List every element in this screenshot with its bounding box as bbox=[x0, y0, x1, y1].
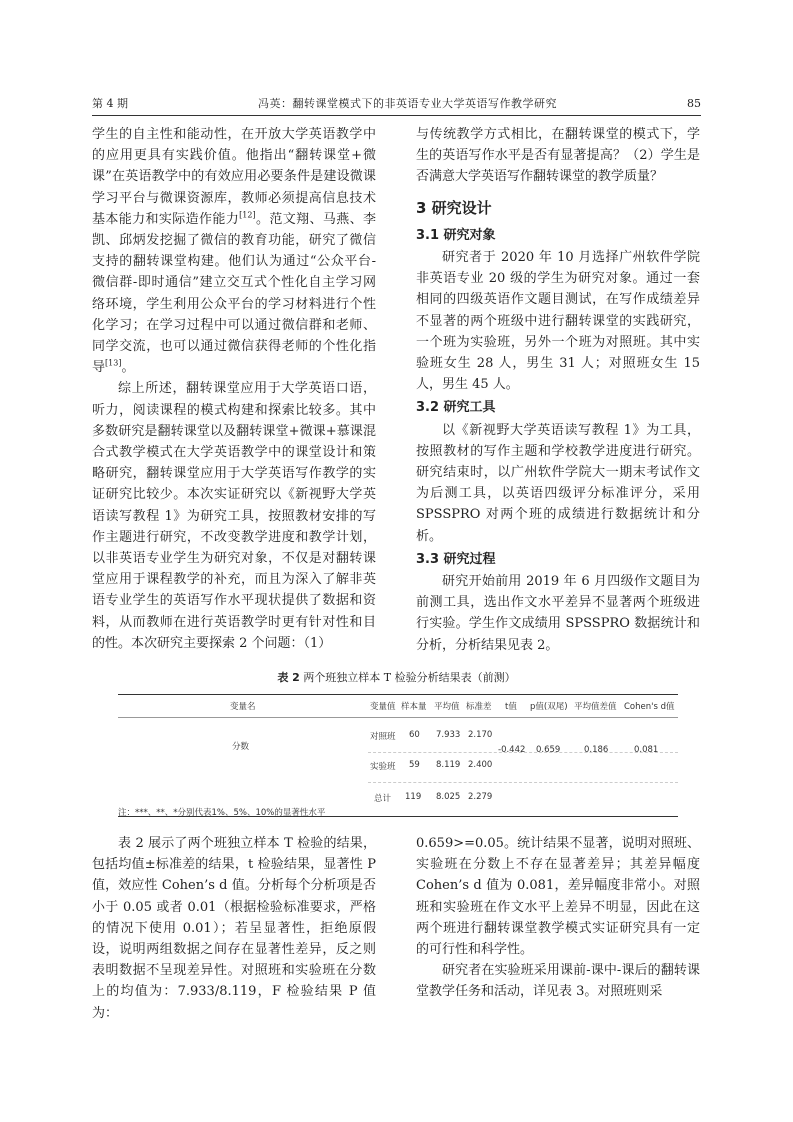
table-header-cell: 变量名 bbox=[230, 702, 256, 712]
group-cell: 总计 bbox=[374, 794, 392, 804]
citation: [12] bbox=[239, 210, 256, 220]
running-header bbox=[92, 94, 701, 116]
subsection-heading: 3.2 研究工具 bbox=[416, 400, 496, 416]
paragraph: 综上所述，翻转课堂应用于大学英语口语，听力，阅读课程的模式构建和探索比较多。其中多数研究是翻转课堂以及翻转课堂+微课+慕课混合式教学模式在大学英语教学中的课堂设计和策略研究，翻转课堂应用于大学英语写作教学的实证研究比较少。本次实证研究以《新视野大学英语读写教程 1》为研究工具，按照教材安排的写作主题进行研究，不改变教学进度和教学计划，以非英语专业学生为研究对象，不仅是对翻转课堂应用于课程教学的补充，而且为深入了解非英语专业学生的英语写作水平现状提供了数据和资料，从而教师在进行英语教学时更有针对性和目的性。本次研究主要探索 2 个问题：（1） bbox=[92, 381, 376, 651]
page-number: 85 bbox=[687, 96, 701, 110]
group-cell: 对照班 bbox=[370, 732, 396, 742]
n-cell: 60 bbox=[409, 730, 420, 740]
table-header-cell: t值 bbox=[505, 702, 517, 712]
subsection-heading: 3.3 研究过程 bbox=[416, 551, 496, 567]
p-value-cell: 0.659 bbox=[536, 745, 561, 755]
table-header-cell: 平均值 bbox=[434, 702, 460, 712]
paragraph: 学生的自主性和能动性，在开放大学英语教学中的应用更具有实践价值。他指出“翻转课堂+微课”在英语教学中的有效应用必要条件是建设微课学习平台与微课资源库，教师必须提高信息技术基本能力和实际造作能力[12]。范文翔、马燕、李凯、邱炳发挖掘了微信的教育功能，研究了微信支持的翻转课堂构建。他们认为通过“公众平台-微信群-即时通信”建立交互式个性化自主学习网络环境，学生利用公众平台的学习材料进行个性化学习；在学习过程中可以通过微信群和老师、同学交流，也可以通过微信获得老师的个性化指导[13]。 bbox=[92, 127, 376, 376]
sd-cell: 2.279 bbox=[468, 792, 493, 802]
mean-cell: 8.025 bbox=[436, 792, 461, 802]
group-cell: 实验班 bbox=[370, 762, 396, 772]
running-title: 冯英：翻转课堂模式下的非英语专业大学英语写作教学研究 bbox=[258, 97, 557, 110]
paragraph: 表 2 展示了两个班独立样本 T 检验的结果，包括均值±标准差的结果，t 检验结果，显著性 P 值，效应性 Cohen’s d 值。分析每个分析项是否小于 0.05 或者 0.01（根据检验标准要求，严格的情况下使用 0.01）；若呈显著性，拒绝原假设，说明两组数据之间存在显著性差异，反之则表明数据不呈现差异性。对照班和实验班在分数上的均值为：7.933/8.119，F 检验结果 P 值为： bbox=[92, 836, 376, 1021]
variable-name-cell: 分数 bbox=[232, 742, 250, 752]
table-header-cell: 样本量 bbox=[401, 702, 427, 712]
table-header-cell: p值(双尾) bbox=[530, 702, 568, 712]
paragraph: 研究开始前用 2019 年 6 月四级作文题目为前测工具，选出作文水平差异不显著两个班级进行实验。学生作文成绩用 SPSSPRO 数据统计和分析，分析结果见表 2。 bbox=[416, 574, 700, 653]
left-column-lower bbox=[92, 833, 376, 1024]
issue-number: 第 4 期 bbox=[92, 97, 128, 110]
table-header-row bbox=[118, 694, 678, 718]
mean-cell: 8.119 bbox=[436, 760, 461, 770]
paragraph: 研究者于 2020 年 10 月选择广州软件学院非英语专业 20 级的学生为研究对象。通过一套相同的四级英语作文题目测试，在写作成绩差异不显著的两个班级中进行翻转课堂的实践研究，一个班为实验班，另外一个班为对照班。其中实验班女生 28 人，男生 31 人；对照班女生 15 人，男生 45 人。 bbox=[416, 250, 700, 393]
t-value-cell: -0.442 bbox=[498, 745, 526, 755]
paragraph: 以《新视野大学英语读写教程 1》为工具，按照教材的写作主题和学校教学进度进行研究。研究结束时，以广州软件学院大一期末考试作文为后测工具，以英语四级评分标准评分，采用 SPSSPRO 对两个班的成绩进行数据统计和分析。 bbox=[416, 422, 700, 544]
table-caption: 表 2 两个班独立样本 T 检验分析结果表（前测） bbox=[277, 671, 516, 684]
right-column-lower bbox=[416, 833, 700, 1003]
n-cell: 59 bbox=[409, 760, 420, 770]
table-header-cell: 平均值差值 bbox=[574, 702, 617, 712]
section-heading: 3 研究设计 bbox=[416, 198, 492, 217]
sd-cell: 2.400 bbox=[468, 760, 493, 770]
table-header-cell: 标准差 bbox=[466, 702, 492, 712]
left-column bbox=[92, 124, 376, 654]
subsection-heading: 3.1 研究对象 bbox=[416, 227, 496, 243]
table-header-cell: Cohen's d值 bbox=[624, 702, 675, 712]
right-column bbox=[416, 124, 700, 656]
row-divider bbox=[368, 782, 678, 783]
table-note: 注：***、**、*分别代表1%、5%、10%的显著性水平 bbox=[118, 808, 326, 818]
table-body bbox=[118, 718, 678, 817]
sd-cell: 2.170 bbox=[468, 730, 493, 740]
results-table bbox=[118, 694, 678, 817]
paragraph: 研究者在实验班采用课前-课中-课后的翻转课堂教学任务和活动，详见表 3。对照班则采 bbox=[416, 963, 700, 1000]
mean-diff-cell: 0.186 bbox=[584, 745, 609, 755]
table-header-cell: 变量值 bbox=[370, 702, 396, 712]
citation: [13] bbox=[105, 358, 122, 368]
paragraph: 与传统教学方式相比，在翻转课堂的模式下，学生的英语写作水平是否有显著提高？（2）学生是否满意大学英语写作翻转课堂的教学质量？ bbox=[416, 127, 700, 185]
mean-cell: 7.933 bbox=[436, 730, 461, 740]
paragraph: 0.659>=0.05。统计结果不显著，说明对照班、实验班在分数上不存在显著差异；其差异幅度 Cohen’s d 值为 0.081，差异幅度非常小。对照班和实验班在作文水平上差异不明显，因此在这两个班进行翻转课堂教学模式实证研究具有一定的可行性和科学性。 bbox=[416, 836, 700, 958]
n-cell: 119 bbox=[405, 792, 422, 802]
cohens-d-cell: 0.081 bbox=[634, 745, 659, 755]
